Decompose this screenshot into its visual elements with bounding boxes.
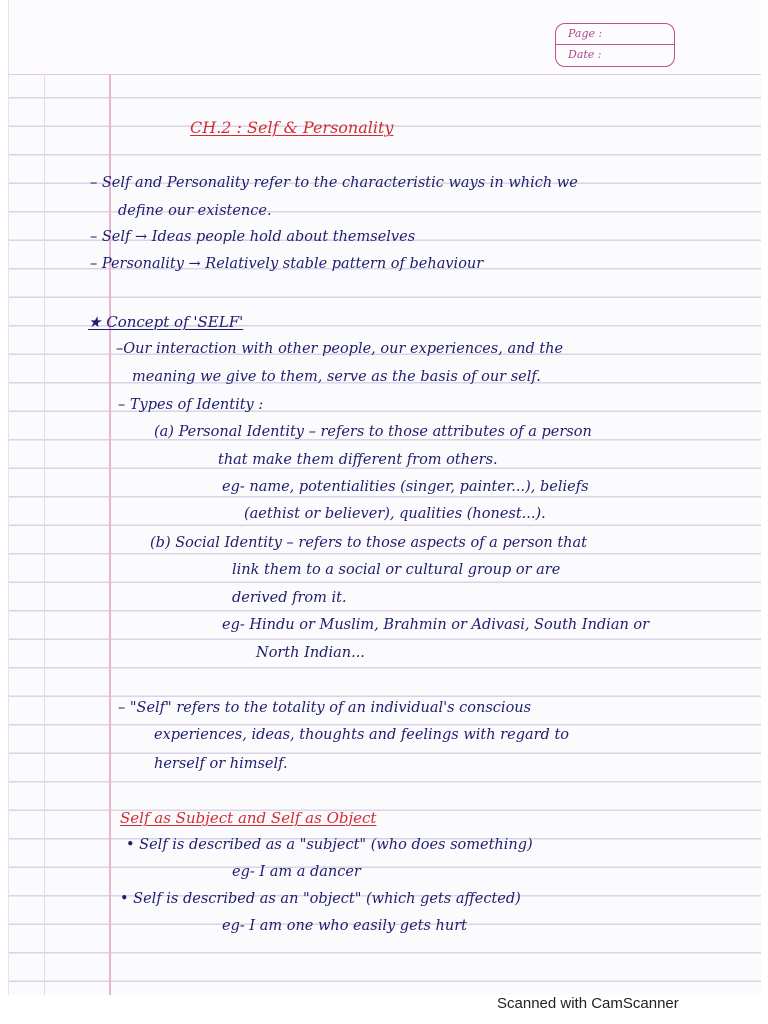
scanner-footer [0,995,768,1024]
social-identity-line-3: derived from it. [232,590,347,606]
self-definition-line-3: herself or himself. [154,756,288,772]
subject-line: • Self is described as a "subject" (who does something) [126,837,533,853]
margin-line [109,74,111,995]
social-identity-line-1: (b) Social Identity – refers to those aspects of a person that [150,535,587,551]
social-identity-example-1: eg- Hindu or Muslim, Brahmin or Adivasi, South Indian or [222,617,650,633]
intro-line-1: – Self and Personality refer to the characteristic ways in which we [90,175,578,191]
concept-heading: ★ Concept of 'SELF' [88,313,244,331]
left-margin-line [44,74,45,995]
intro-line-3: – Self → Ideas people hold about themselves [90,229,416,245]
subject-example: eg- I am a dancer [232,864,361,880]
intro-line-4: – Personality → Relatively stable pattern of behaviour [90,256,484,272]
page-date-box [555,23,675,67]
self-definition-line-1: – "Self" refers to the totality of an individual's conscious [118,700,532,716]
object-line: • Self is described as an "object" (which gets affected) [120,891,521,907]
scanner-watermark: Scanned with CamScanner [497,995,679,1012]
intro-line-2: define our existence. [118,203,272,219]
personal-identity-example-2: (aethist or believer), qualities (honest...). [244,506,546,522]
object-example: eg- I am one who easily gets hurt [222,918,467,934]
subject-object-heading: Self as Subject and Self as Object [120,809,377,827]
self-definition-line-2: experiences, ideas, thoughts and feelings with regard to [154,727,569,743]
types-of-identity: – Types of Identity : [118,397,264,413]
chapter-title: CH.2 : Self & Personality [190,118,394,137]
concept-line-2: meaning we give to them, serve as the basis of our self. [132,369,541,385]
concept-line-1: –Our interaction with other people, our experiences, and the [116,341,564,357]
social-identity-line-2: link them to a social or cultural group or are [232,562,561,578]
social-identity-example-2: North Indian... [256,645,365,661]
personal-identity-example-1: eg- name, potentialities (singer, painter...), beliefs [222,479,589,495]
personal-identity-line-2: that make them different from others. [218,452,498,468]
page-label: Page : [568,27,603,40]
personal-identity-line-1: (a) Personal Identity – refers to those attributes of a person [154,424,592,440]
date-label: Date : [556,44,674,65]
